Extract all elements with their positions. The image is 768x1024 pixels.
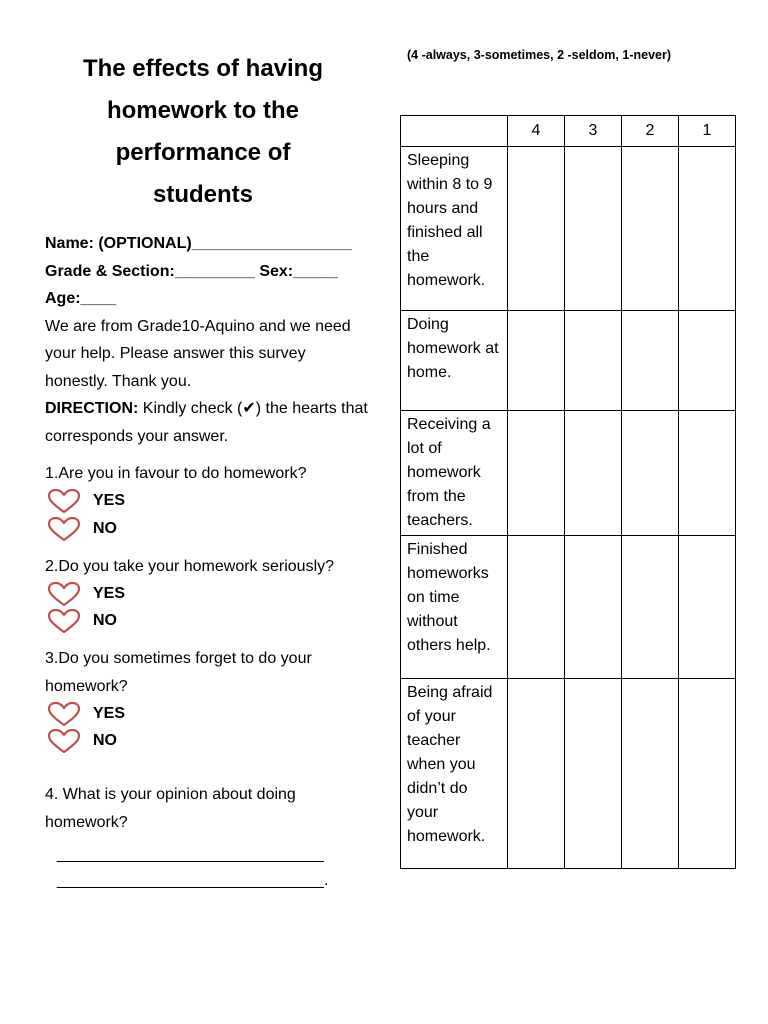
rating-cell-4[interactable] <box>508 536 565 679</box>
answer-line[interactable]: ______________________________ <box>57 846 324 863</box>
answer-option-no[interactable] <box>47 728 375 756</box>
question-list <box>45 460 375 755</box>
rating-cell-3[interactable] <box>565 411 622 536</box>
question-text: 2.Do you take your homework seriously? <box>45 557 335 575</box>
rating-legend: (4 -always, 3-sometimes, 2 -seldom, 1-never) <box>407 48 671 62</box>
rating-cell-2[interactable] <box>622 679 679 869</box>
option-label: NO <box>93 519 117 537</box>
header-cell-1: 1 <box>679 116 736 147</box>
rating-cell-2[interactable] <box>622 536 679 679</box>
rating-cell-2[interactable] <box>622 411 679 536</box>
title-line: students <box>152 181 253 208</box>
heart-icon[interactable] <box>47 728 81 754</box>
grade-sex-field[interactable]: Grade & Section:_________ Sex:_____ <box>45 262 338 280</box>
heart-icon[interactable] <box>47 516 81 542</box>
table-row <box>401 679 736 869</box>
rating-cell-3[interactable] <box>565 679 622 869</box>
rating-cell-4[interactable] <box>508 411 565 536</box>
item-statement: Being afraid of your teacher when you didn’t do your homework. <box>401 679 508 869</box>
direction-body: Kindly check (✔) the hearts that corresponds your answer. <box>45 400 368 445</box>
rating-cell-1[interactable] <box>679 411 736 536</box>
header-cell <box>401 116 508 147</box>
heart-icon[interactable] <box>47 608 81 634</box>
header-cell-2: 2 <box>622 116 679 147</box>
title-line: performance of <box>115 139 291 166</box>
question-text: 3.Do you sometimes forget to do your homework? <box>45 650 312 695</box>
option-label: YES <box>93 704 126 722</box>
open-question: 4. What is your opinion about doing homework? <box>45 786 296 831</box>
direction-text <box>45 395 370 450</box>
question-text: 1.Are you in favour to do homework? <box>45 465 307 482</box>
direction-label: DIRECTION: <box>45 400 139 417</box>
intro-text: We are from Grade10-Aquino and we need your help. Please answer this survey honestly. Thank you. <box>45 317 351 390</box>
rating-cell-3[interactable] <box>565 311 622 411</box>
rating-cell-1[interactable] <box>679 147 736 311</box>
answer-option-yes[interactable] <box>47 700 375 728</box>
item-statement: Doing homework at home. <box>401 311 508 411</box>
title-line: homework to the <box>106 97 299 124</box>
item-statement: Sleeping within 8 to 9 hours and finished all the homework. <box>401 147 508 311</box>
heart-icon[interactable] <box>47 581 81 607</box>
rating-cell-4[interactable] <box>508 679 565 869</box>
item-statement: Finished homeworks on time without others help. <box>401 536 508 679</box>
rating-table <box>400 115 736 869</box>
header-cell-4: 4 <box>508 116 565 147</box>
option-label: NO <box>93 732 117 750</box>
item-statement: Receiving a lot of homework from the teachers. <box>401 411 508 536</box>
heart-icon[interactable] <box>47 488 81 514</box>
title-line: The effects of having <box>82 55 324 82</box>
answer-option-yes[interactable] <box>47 488 375 516</box>
table-row <box>401 411 736 536</box>
rating-cell-2[interactable] <box>622 147 679 311</box>
rating-cell-3[interactable] <box>565 147 622 311</box>
age-field[interactable]: Age:____ <box>45 290 117 307</box>
option-label: NO <box>93 612 117 630</box>
answer-option-yes[interactable] <box>47 580 375 608</box>
rating-cell-1[interactable] <box>679 536 736 679</box>
rating-cell-4[interactable] <box>508 147 565 311</box>
survey-left-column <box>45 48 375 894</box>
rating-cell-3[interactable] <box>565 536 622 679</box>
heart-icon[interactable] <box>47 701 81 727</box>
table-row <box>401 147 736 311</box>
table-row <box>401 311 736 411</box>
rating-cell-2[interactable] <box>622 311 679 411</box>
answer-option-no[interactable] <box>47 515 375 543</box>
survey-title <box>45 48 361 216</box>
option-label: YES <box>93 584 126 602</box>
name-field[interactable]: Name: (OPTIONAL)__________________ <box>45 235 352 252</box>
header-cell-3: 3 <box>565 116 622 147</box>
rating-cell-4[interactable] <box>508 311 565 411</box>
table-row <box>401 536 736 679</box>
rating-cell-1[interactable] <box>679 679 736 869</box>
option-label: YES <box>93 492 126 510</box>
table-header-row <box>401 116 736 147</box>
answer-line[interactable]: ______________________________. <box>57 872 329 889</box>
answer-option-no[interactable] <box>47 608 375 636</box>
rating-cell-1[interactable] <box>679 311 736 411</box>
